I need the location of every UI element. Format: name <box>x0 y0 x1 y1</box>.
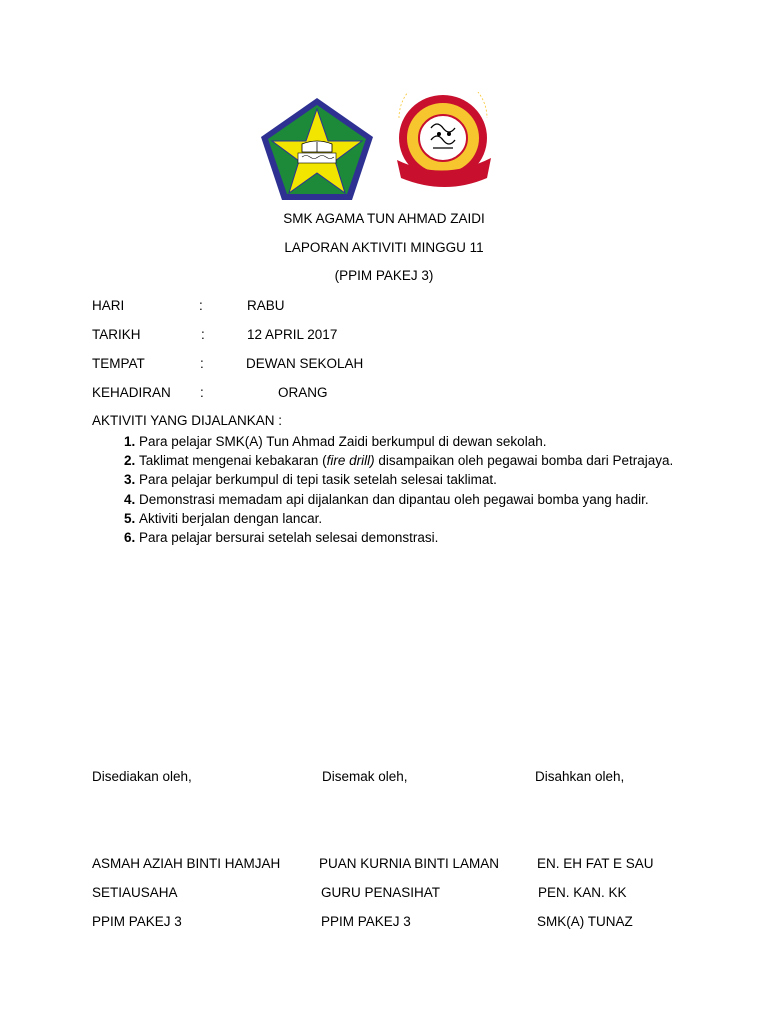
fire-drill-term: fire drill) <box>326 453 375 469</box>
detail-sep-tempat: : <box>200 356 204 371</box>
detail-label-kehadiran: KEHADIRAN <box>92 385 171 400</box>
signatory-position: SETIAUSAHA <box>92 885 178 900</box>
activity-item: 3. Para pelajar berkumpul di tepi tasik setelah selesai taklimat. <box>139 470 699 489</box>
signatory-name: PUAN KURNIA BINTI LAMAN <box>319 856 500 871</box>
approved-by-label: Disahkan oleh, <box>535 769 625 784</box>
school-name: SMK AGAMA TUN AHMAD ZAIDI <box>283 211 485 226</box>
signatory-name: ASMAH AZIAH BINTI HAMJAH <box>92 856 281 871</box>
detail-value-tempat: DEWAN SEKOLAH <box>246 356 364 371</box>
activity-item: 1. Para pelajar SMK(A) Tun Ahmad Zaidi berkumpul di dewan sekolah. <box>139 432 699 451</box>
prepared-by-label: Disediakan oleh, <box>92 769 192 784</box>
activity-item: 6. Para pelajar bersurai setelah selesai demonstrasi. <box>139 528 699 547</box>
detail-value-kehadiran: ORANG <box>278 385 328 400</box>
signatory-name: EN. EH FAT E SAU <box>537 856 654 871</box>
report-title: LAPORAN AKTIVITI MINGGU 11 <box>284 240 484 255</box>
detail-sep-hari: : <box>199 298 203 313</box>
detail-label-tempat: TEMPAT <box>92 356 145 371</box>
activity-item: 5. Aktiviti berjalan dengan lancar. <box>139 509 699 528</box>
detail-label-hari: HARI <box>92 298 125 313</box>
activity-item: 2. Taklimat mengenai kebakaran (fire drill) disampaikan oleh pegawai bomba dari Petrajaya. <box>139 451 699 470</box>
detail-label-tarikh: TARIKH <box>92 327 141 342</box>
detail-value-hari: RABU <box>247 298 285 313</box>
detail-value-tarikh: 12 APRIL 2017 <box>247 327 338 342</box>
detail-sep-kehadiran: : <box>200 385 204 400</box>
school-crest-logo <box>258 95 376 203</box>
activities-heading: AKTIVITI YANG DIJALANKAN : <box>92 413 283 428</box>
detail-sep-tarikh: : <box>201 327 205 342</box>
signatory-unit: SMK(A) TUNAZ <box>537 914 633 929</box>
puteri-islam-logo <box>391 92 497 192</box>
activities-list <box>92 432 699 547</box>
activity-item: 4. Demonstrasi memadam api dijalankan dan dipantau oleh pegawai bomba yang hadir. <box>139 490 699 509</box>
signatory-unit: PPIM PAKEJ 3 <box>321 914 411 929</box>
signatory-unit: PPIM PAKEJ 3 <box>92 914 182 929</box>
signatory-position: GURU PENASIHAT <box>321 885 441 900</box>
checked-by-label: Disemak oleh, <box>322 769 408 784</box>
signatory-position: PEN. KAN. KK <box>538 885 627 900</box>
report-subtitle: (PPIM PAKEJ 3) <box>334 268 434 283</box>
